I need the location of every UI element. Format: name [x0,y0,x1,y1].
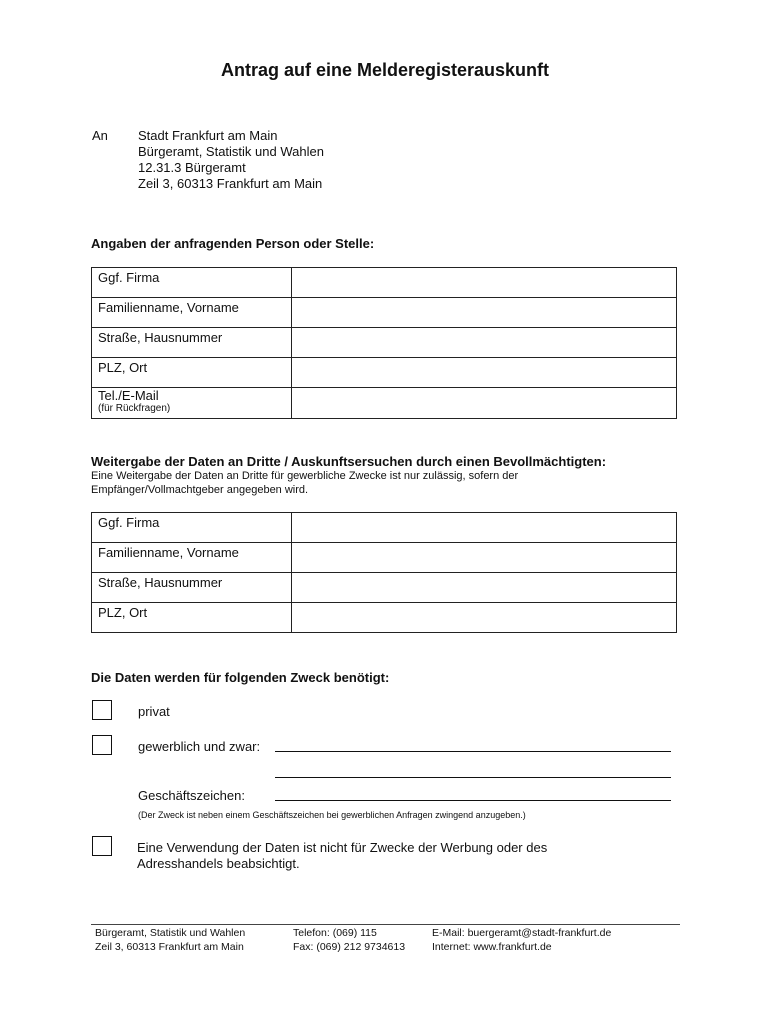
table-row [92,603,677,633]
row-label: Straße, Hausnummer [92,573,292,603]
table-row [92,298,677,328]
werbung-text-line2: Adresshandels beabsichtigt. [137,856,300,871]
city-field[interactable] [292,603,677,633]
footer-website[interactable]: Internet: www.frankfurt.de [432,941,552,953]
footer-line: Fax: (069) 212 9734613 [293,941,406,953]
row-label [92,388,292,419]
street-field[interactable] [292,328,677,358]
row-label: Familienname, Vorname [92,543,292,573]
table-row [92,513,677,543]
section2-note-line2: Empfänger/Vollmachtgeber angegeben wird. [91,484,309,496]
section2-heading: Weitergabe der Daten an Dritte / Auskunftsersuchen durch einen Bevollmächtigten: [91,454,607,469]
street-field[interactable] [292,573,677,603]
gewerblich-label: gewerblich und zwar: [138,739,261,754]
address-line: Bürgeramt, Statistik und Wahlen [138,144,324,159]
table-row [92,573,677,603]
address-label: An [92,128,108,143]
address-line: 12.31.3 Bürgeramt [138,160,246,175]
table-row [92,358,677,388]
page-title: Antrag auf eine Melderegisterauskunft [220,60,550,80]
row-label: Familienname, Vorname [92,298,292,328]
section2-note-line1: Eine Weitergabe der Daten an Dritte für gewerbliche Zwecke ist nur zulässig, sofern der [91,470,519,482]
werbung-checkbox[interactable] [92,836,112,856]
footer-email[interactable]: E-Mail: buergeramt@stadt-frankfurt.de [432,927,612,939]
contact-label: Tel./E-Mail [98,388,159,403]
gewerblich-purpose-line[interactable] [275,751,671,752]
privat-checkbox[interactable] [92,700,112,720]
table-row [92,543,677,573]
geschaeftszeichen-line[interactable] [275,800,671,801]
footer-line: Telefon: (069) 115 [293,927,377,939]
recipient-address [138,128,324,192]
privat-label: privat [138,704,170,719]
row-label: Ggf. Firma [92,513,292,543]
contact-field[interactable] [292,388,677,419]
address-line: Zeil 3, 60313 Frankfurt am Main [138,176,323,191]
city-field[interactable] [292,358,677,388]
footer-line: Zeil 3, 60313 Frankfurt am Main [95,941,244,953]
firma-field[interactable] [292,268,677,298]
third-party-table [91,512,677,633]
table-row [92,328,677,358]
name-field[interactable] [292,298,677,328]
section1-heading: Angaben der anfragenden Person oder Stelle: [91,236,375,251]
row-label: Straße, Hausnummer [92,328,292,358]
row-label: PLZ, Ort [92,603,292,633]
row-label: Ggf. Firma [92,268,292,298]
footer-phone [293,926,405,954]
footer-address [95,926,245,954]
gewerblich-checkbox[interactable] [92,735,112,755]
table-row [92,388,677,419]
geschaeftszeichen-label: Geschäftszeichen: [138,788,245,803]
footer-divider [91,924,680,925]
name-field[interactable] [292,543,677,573]
requester-table [91,267,677,419]
gewerblich-purpose-line-2[interactable] [275,777,671,778]
firma-field[interactable] [292,513,677,543]
row-label: PLZ, Ort [92,358,292,388]
purpose-note: (Der Zweck ist neben einem Geschäftszeichen bei gewerblichen Anfragen zwingend anzugeben.) [138,810,526,820]
section3-heading: Die Daten werden für folgenden Zweck benötigt: [91,670,390,685]
footer-line: Bürgeramt, Statistik und Wahlen [95,927,246,939]
contact-sublabel: (für Rückfragen) [98,403,171,414]
footer-contact [432,926,611,954]
address-line: Stadt Frankfurt am Main [138,128,278,143]
werbung-text-line1: Eine Verwendung der Daten ist nicht für Zwecke der Werbung oder des [137,840,548,855]
table-row [92,268,677,298]
